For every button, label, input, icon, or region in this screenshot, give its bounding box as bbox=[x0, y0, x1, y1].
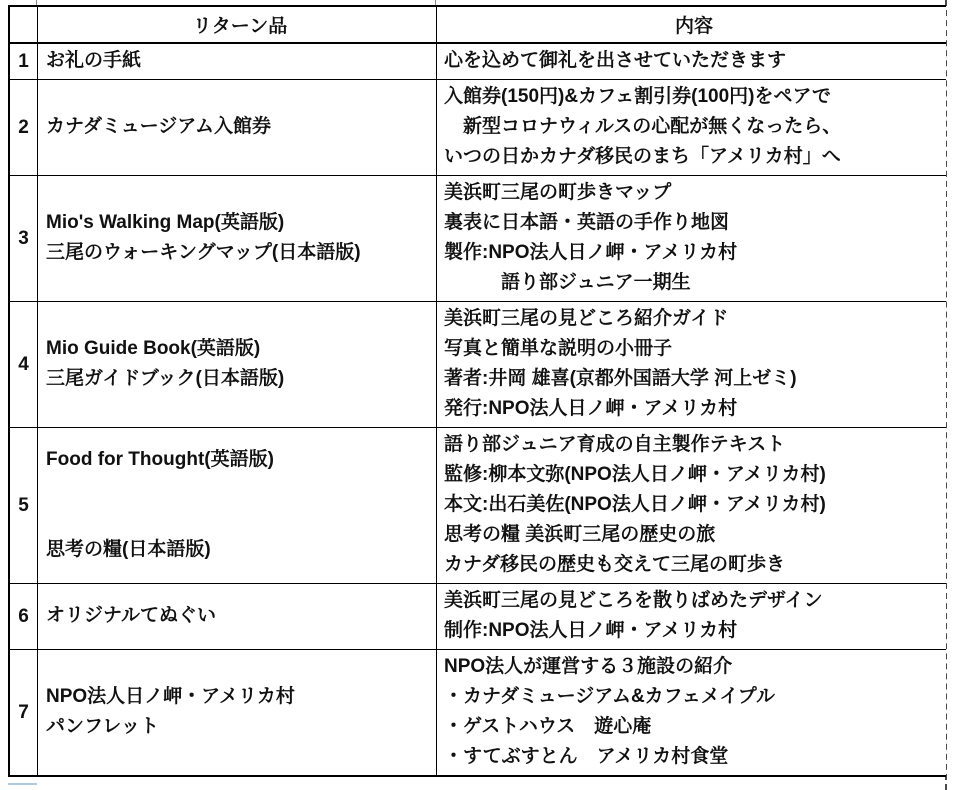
desc-line: 語り部ジュニア一期生 bbox=[444, 272, 691, 293]
desc-cell bbox=[437, 650, 946, 775]
table-row bbox=[10, 650, 946, 775]
row-number: 6 bbox=[10, 584, 38, 649]
item-cell bbox=[38, 302, 437, 427]
item-line: NPO法人日ノ岬・アメリカ村 bbox=[46, 686, 295, 707]
desc-line: 新型コロナウィルスの心配が無くなったら、 bbox=[444, 116, 842, 137]
desc-line: NPO法人が運営する３施設の紹介 bbox=[444, 656, 733, 677]
header-cell-desc: 内容 bbox=[674, 15, 713, 37]
desc-line: 裏表に日本語・英語の手作り地図 bbox=[444, 212, 730, 233]
desc-cell bbox=[437, 584, 946, 649]
row-number: 5 bbox=[10, 428, 38, 583]
desc-line: 入館券(150円)&カフェ割引券(100円)をペアで bbox=[444, 86, 832, 107]
table-row bbox=[10, 80, 946, 176]
header-cell-item: リターン品 bbox=[38, 7, 437, 42]
desc-cell bbox=[437, 302, 946, 427]
table-row bbox=[10, 302, 946, 428]
desc-cell bbox=[437, 176, 946, 301]
item-cell bbox=[38, 44, 437, 79]
item-line bbox=[46, 505, 434, 535]
desc-line: 製作:NPO法人日ノ岬・アメリカ村 bbox=[444, 242, 738, 263]
table-row bbox=[10, 44, 946, 80]
item-cell bbox=[38, 80, 437, 175]
desc-line: ・ゲストハウス 遊心庵 bbox=[444, 716, 652, 737]
item-cell bbox=[38, 650, 437, 775]
returns-table bbox=[8, 5, 946, 777]
desc-line: 美浜町三尾の町歩きマップ bbox=[444, 182, 672, 203]
item-line: Mio Guide Book(英語版) bbox=[46, 338, 261, 359]
desc-line: 著者:井岡 雄喜(京都外国語大学 河上ゼミ) bbox=[444, 368, 797, 389]
desc-line: 美浜町三尾の見どころ紹介ガイド bbox=[444, 308, 729, 329]
table-row bbox=[10, 584, 946, 650]
desc-line: 美浜町三尾の見どころを散りばめたデザイン bbox=[444, 590, 823, 611]
row-number: 7 bbox=[10, 650, 38, 775]
desc-line: 心を込めて御礼を出させていただきます bbox=[444, 50, 787, 71]
item-line: 三尾のウォーキングマップ(日本語版) bbox=[46, 242, 361, 263]
item-line: パンフレット bbox=[46, 716, 160, 737]
desc-cell bbox=[437, 428, 946, 583]
desc-line: ・すてぶすとん アメリカ村食堂 bbox=[444, 746, 729, 767]
item-line: 思考の糧(日本語版) bbox=[46, 539, 211, 560]
item-line: お礼の手紙 bbox=[46, 50, 142, 71]
desc-cell bbox=[437, 44, 946, 79]
desc-line: 発行:NPO法人日ノ岬・アメリカ村 bbox=[444, 398, 738, 419]
row-number: 4 bbox=[10, 302, 38, 427]
item-cell bbox=[38, 584, 437, 649]
desc-line: 語り部ジュニア育成の自主製作テキスト bbox=[444, 434, 786, 455]
table-row bbox=[10, 428, 946, 584]
header-row bbox=[10, 7, 946, 44]
desc-line: 監修:柳本文弥(NPO法人日ノ岬・アメリカ村) bbox=[444, 464, 826, 485]
desc-line: いつの日かカナダ移民のまち「アメリカ村」へ bbox=[444, 146, 841, 167]
row-number: 1 bbox=[10, 44, 38, 79]
desc-line: ・カナダミュージアム&カフェメイプル bbox=[444, 686, 776, 707]
item-cell bbox=[38, 176, 437, 301]
item-line bbox=[46, 475, 434, 505]
row-number: 2 bbox=[10, 80, 38, 175]
table-row bbox=[10, 176, 946, 302]
desc-line: 思考の糧 美浜町三尾の歴史の旅 bbox=[444, 524, 716, 545]
item-line: オリジナルてぬぐい bbox=[46, 605, 217, 626]
item-line: カナダミュージアム入館券 bbox=[46, 116, 271, 137]
desc-line: 制作:NPO法人日ノ岬・アメリカ村 bbox=[444, 620, 738, 641]
item-line: 三尾ガイドブック(日本語版) bbox=[46, 368, 285, 389]
item-cell bbox=[38, 428, 437, 583]
item-line: Mio's Walking Map(英語版) bbox=[46, 212, 285, 233]
desc-cell bbox=[437, 80, 946, 175]
header-cell-number bbox=[10, 7, 38, 42]
table-body bbox=[10, 44, 946, 775]
gridline-artifact-blue bbox=[8, 783, 37, 785]
row-number: 3 bbox=[10, 176, 38, 301]
desc-line: 写真と簡単な説明の小冊子 bbox=[444, 338, 673, 359]
desc-line: カナダ移民の歴史も交えて三尾の町歩き bbox=[444, 554, 786, 575]
desc-line: 本文:出石美佐(NPO法人日ノ岬・アメリカ村) bbox=[444, 494, 826, 515]
item-line: Food for Thought(英語版) bbox=[46, 449, 274, 470]
